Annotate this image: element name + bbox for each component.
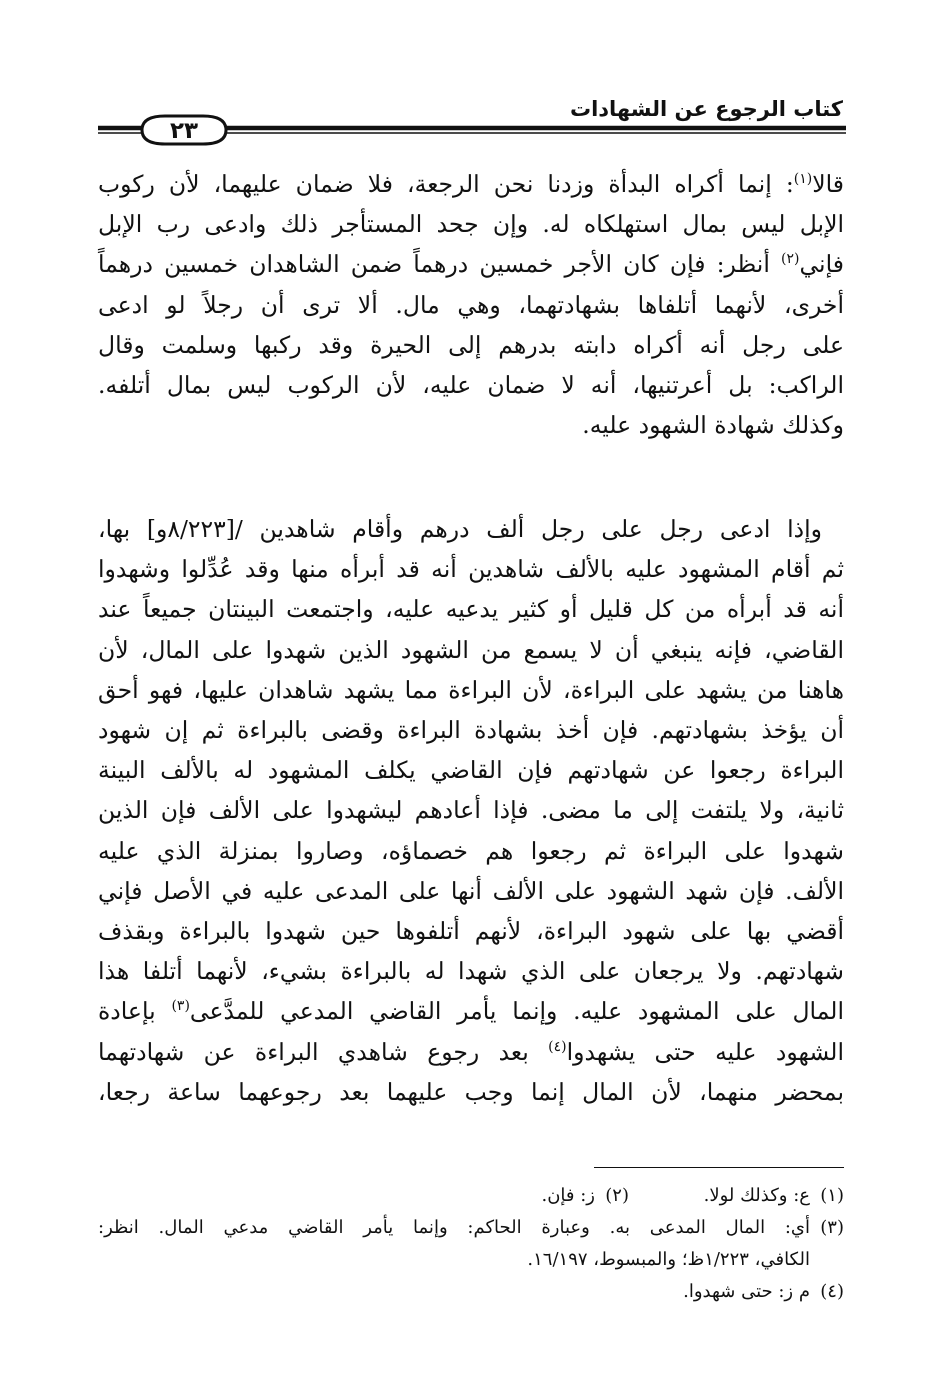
text-line: أنه قد أبرأه من كل قليل أو كثير يدعيه عليه، واجتمعت البينتان جميعاً عند (98, 595, 844, 624)
text-line: الألف. فإن شهد الشهود على الألف أنها على المدعى عليه في الأصل فإني (98, 876, 844, 905)
text-line: وكذلك شهادة الشهود عليه. (582, 411, 844, 440)
text-line: القاضي، فإنه ينبغي أن لا يسمع من الشهود الذين شهدوا على المال، لأن (98, 635, 844, 664)
text-line (98, 1032, 844, 1072)
text-run: بإعادة (98, 997, 172, 1026)
footnote-4 (96, 1276, 844, 1308)
text-run: المال على المشهود عليه. وإنما يأمر القاضي المدعي للمدَّعى (189, 997, 844, 1026)
footnote-text: ز: فإن. (541, 1185, 595, 1206)
text-line: ثم أقام المشهود عليه بالألف شاهدين أنه قد أبرأه منها وقد عُدِّلوا وشهدوا (98, 555, 844, 584)
paragraph-1 (98, 164, 844, 445)
footnote-ref[interactable]: (١) (793, 171, 813, 188)
text-run: فإني (799, 250, 844, 279)
footnote-text: ع: وكذلك لولا. (703, 1185, 810, 1206)
footnote-2 (414, 1180, 629, 1212)
text-line: ثانية، ولا يلتفت إلى ما مضى. فإذا أعادهم ليشهدوا على الألف فإن الذين (98, 796, 844, 825)
footnote-3 (96, 1212, 844, 1276)
footnote-separator (594, 1167, 844, 1168)
text-line: شهدوا على البراءة ثم رجعوا هم خصماؤه، وصاروا بمنزلة الذي عليه (98, 836, 844, 865)
text-line: الكافي، ١/٢٢٣ظ؛ والمبسوط، ١٦/١٩٧. (527, 1249, 810, 1270)
page-number: ٢٣ (169, 118, 199, 144)
footnote-ref[interactable]: (٤) (548, 1038, 567, 1055)
footnote-number: (١) (820, 1185, 844, 1206)
text-line: شهادتهم. ولا يرجعان على الذي شهدا له بالبراءة بشيء، لأنهما أتلفا هذا (98, 957, 844, 986)
header-rule (0, 110, 939, 154)
running-title: كتاب الرجوع عن الشهادات (569, 97, 843, 121)
text-run: قالا (812, 170, 844, 198)
text-line: أخرى، لأنهما أتلفاها بشهادتهما، وهي مال. ألا ترى أن رجلاً لو ادعى (98, 290, 844, 319)
footnote-ref[interactable]: (٢) (781, 251, 800, 268)
text-run: أنظر: فإن كان الأجر خمسين درهماً ضمن الشاهدان خمسين درهماً (98, 250, 781, 279)
text-line: الراكب: بل أعرتنيها، أنه لا ضمان عليه، لأن الركوب ليس بمال أتلفه. (98, 371, 844, 400)
footnote-row (96, 1180, 844, 1212)
text-line: وإذا ادعى رجل على رجل ألف درهم وأقام شاهدين /[٨/٢٢٣و] بها، (98, 515, 823, 543)
text-run: بعد رجوع شاهدي البراءة عن شهادتهما (98, 1037, 549, 1066)
footnote-text: م ز: حتى شهدوا. (683, 1281, 810, 1302)
footnote-1 (629, 1180, 844, 1212)
paragraph-2 (98, 509, 844, 1112)
footnote-number: (٢) (605, 1185, 629, 1206)
footnotes (96, 1180, 844, 1308)
footnote-number: (٣) (820, 1217, 844, 1238)
text-line: بمحضر منهما، لأن المال إنما وجب عليهما بعد رجوعهما ساعة رجعا، (98, 1077, 844, 1106)
text-line: هاهنا من يشهد على البراءة، لأن البراءة مما يشهد شاهدان عليها، فهو أحق (98, 675, 844, 704)
text-line: الإبل ليس بمال استهلكاه له. وإن جحد المستأجر ذلك وادعى رب الإبل (98, 210, 844, 239)
text-line (98, 991, 844, 1031)
text-line (98, 244, 844, 284)
text-line: على رجل أنه أكراه دابته بدرهم إلى الحيرة وقد ركبها وسلمت وقال (98, 330, 844, 359)
text-line: أقضي بها على شهود البراءة، لأنهم أتلفوها حين شهدوا بالبراءة وبقذف (98, 917, 844, 946)
text-run: الشهود عليه حتى يشهدوا (566, 1037, 844, 1066)
text-run: : إنما أكراه البدأة وزدنا نحن الرجعة، فلا ضمان عليهما، لأن ركوب (98, 170, 794, 198)
footnote-ref[interactable]: (٣) (171, 998, 190, 1015)
text-line: البراءة رجعوا عن شهادتهم فإن القاضي يكلف المشهود له بالألف البينة (98, 756, 844, 785)
text-line: أي: المال المدعى به. وعبارة الحاكم: وإنما يأمر القاضي مدعي المال. انظر: (98, 1217, 810, 1238)
text-line (98, 164, 844, 204)
footnote-number: (٤) (820, 1281, 844, 1302)
footnote-text (98, 1212, 810, 1276)
text-line: أن يؤخذ بشهادتهم. فإن أخذ بشهادة البراءة وقضى بالبراءة ثم إن شهود (98, 716, 844, 745)
